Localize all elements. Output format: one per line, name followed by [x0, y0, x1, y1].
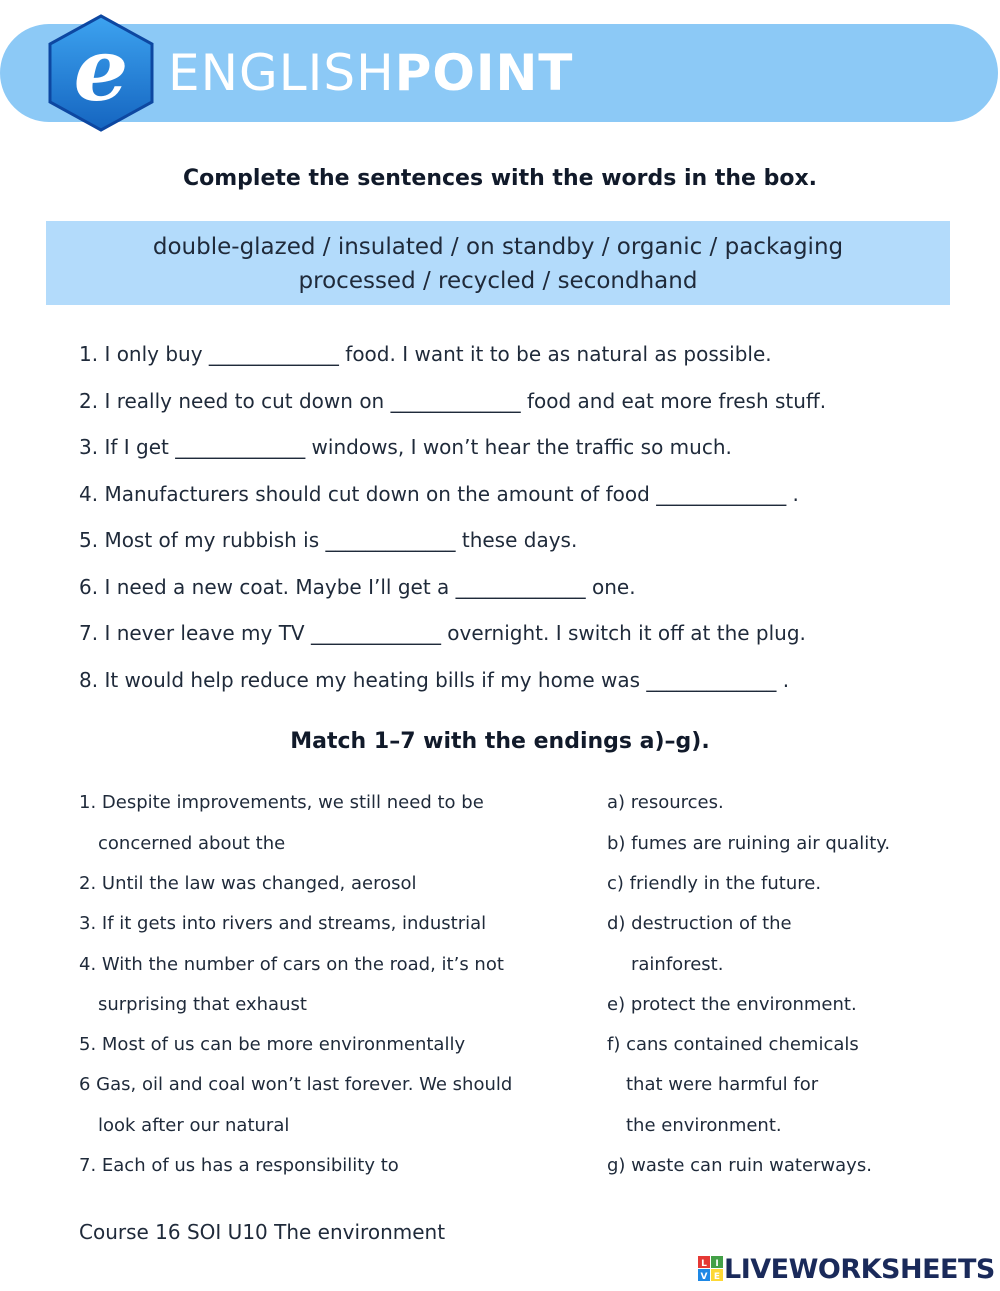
match-left-line: 1. Despite improvements, we still need to be	[79, 792, 484, 813]
svg-text:E: E	[713, 1272, 721, 1282]
match-right-line: rainforest.	[631, 954, 724, 975]
brand-bold: POINT	[394, 44, 574, 102]
match-left-line: 4. With the number of cars on the road, it’s not	[79, 954, 504, 975]
word-box-line: processed / recycled / secondhand	[298, 268, 698, 294]
liveworksheets-logo	[698, 1253, 995, 1285]
sentence-item: 2. I really need to cut down on _____________ food and eat more fresh stuff.	[79, 389, 827, 413]
svg-text:I: I	[715, 1259, 719, 1269]
englishpoint-logo-icon	[46, 14, 156, 132]
match-right-line: b) fumes are ruining air quality.	[607, 833, 891, 854]
live-badge-icon	[698, 1256, 724, 1282]
match-right-line: that were harmful for	[626, 1074, 819, 1095]
match-left-line: 5. Most of us can be more environmentally	[79, 1034, 466, 1055]
match-left-line: 7. Each of us has a responsibility to	[79, 1155, 399, 1176]
match-right-line: f) cans contained chemicals	[607, 1034, 859, 1055]
sentence-item: 6. I need a new coat. Maybe I’ll get a _____________ one.	[79, 575, 636, 599]
sentence-item: 3. If I get _____________ windows, I won’t hear the traffic so much.	[79, 435, 732, 459]
match-left-line: surprising that exhaust	[98, 994, 307, 1015]
match-left-line: 2. Until the law was changed, aerosol	[79, 873, 417, 894]
match-right-line: a) resources.	[607, 792, 724, 813]
sentence-item: 7. I never leave my TV _____________ overnight. I switch it off at the plug.	[79, 621, 806, 645]
match-right-line: d) destruction of the	[607, 913, 792, 934]
match-right-line: the environment.	[626, 1115, 782, 1136]
word-box	[46, 221, 950, 305]
sentence-item: 1. I only buy _____________ food. I want it to be as natural as possible.	[79, 342, 772, 366]
match-left-line: concerned about the	[98, 833, 286, 854]
svg-text:V: V	[700, 1272, 708, 1282]
match-right-line: c) friendly in the future.	[607, 873, 822, 894]
brand-light: ENGLISH	[168, 44, 395, 102]
section2-title: Match 1–7 with the endings a)–g).	[290, 729, 710, 754]
match-right-line: g) waste can ruin waterways.	[607, 1155, 872, 1176]
course-label: Course 16 SOI U10 The environment	[79, 1220, 446, 1244]
liveworksheets-brand: LIVEWORKSHEETS	[724, 1253, 995, 1285]
word-box-line: double-glazed / insulated / on standby / organic / packaging	[152, 234, 844, 260]
match-left-line: look after our natural	[98, 1115, 290, 1136]
match-left-line: 6 Gas, oil and coal won’t last forever. We should	[79, 1074, 513, 1095]
match-right-line: e) protect the environment.	[607, 994, 857, 1015]
sentence-item: 4. Manufacturers should cut down on the amount of food _____________ .	[79, 482, 799, 506]
brand-name	[168, 44, 573, 102]
sentence-item: 8. It would help reduce my heating bills if my home was _____________ .	[79, 668, 790, 692]
svg-text:L: L	[701, 1259, 707, 1269]
logo-letter: e	[73, 20, 129, 121]
match-left-line: 3. If it gets into rivers and streams, industrial	[79, 913, 487, 934]
section1-title: Complete the sentences with the words in the box.	[182, 166, 818, 191]
sentence-item: 5. Most of my rubbish is _____________ these days.	[79, 528, 578, 552]
